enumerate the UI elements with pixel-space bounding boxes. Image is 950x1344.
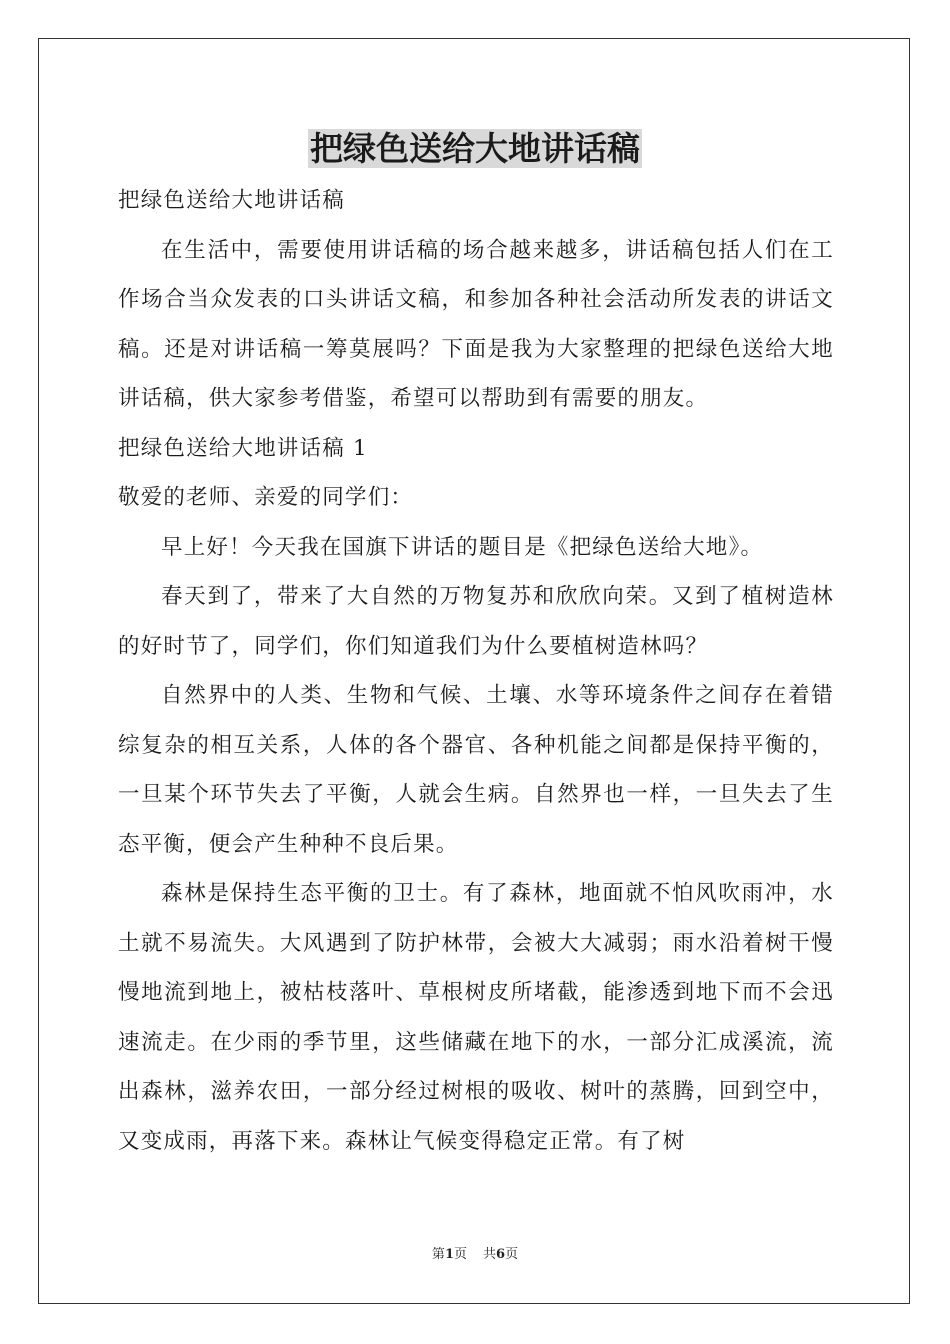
- paragraph-subtitle: 把绿色送给大地讲话稿: [118, 188, 346, 213]
- document-title-text: 把绿色送给大地讲话稿: [310, 129, 640, 168]
- document-title: [0, 126, 950, 172]
- footer-page-prefix: 第: [431, 1247, 445, 1262]
- footer-total-prefix: 共: [483, 1247, 497, 1262]
- paragraph-greeting: 早上好！今天我在国旗下讲话的题目是《把绿色送给大地》。: [161, 534, 764, 560]
- footer-total-suffix: 页: [505, 1247, 519, 1262]
- paragraph-salutation: 敬爱的老师、亲爱的同学们：: [118, 485, 414, 510]
- document-body: [118, 176, 834, 1166]
- page-footer: [0, 1245, 950, 1265]
- paragraph-forest-guardian: 森林是保持生态平衡的卫士。有了森林，地面就不怕风吹雨冲，水土就不易流失。大风遇到了防护林带，会被大大减弱；雨水沿着树干慢慢地流到地上，被枯枝落叶、草根树皮所堵截，能渗透到地下而不会迅速流走。在少雨的季节里，这些储藏在地下的水，一部分汇成溪流，流出森林，滋养农田，一部分经过树根的吸收、树叶的蒸腾，回到空中，又变成雨，再落下来。森林让气候变得稳定正常。有了树: [118, 881, 834, 1154]
- paragraph-nature-balance: 自然界中的人类、生物和气候、土壤、水等环境条件之间存在着错综复杂的相互关系，人体的各个器官、各种机能之间都是保持平衡的，一旦某个环节失去了平衡，人就会生病。自然界也一样，一旦失去了生态平衡，便会产生种种不良后果。: [118, 683, 834, 857]
- footer-page-suffix: 页: [453, 1247, 467, 1262]
- paragraph-spring: 春天到了，带来了大自然的万物复苏和欣欣向荣。又到了植树造林的好时节了，同学们，你们知道我们为什么要植树造林吗？: [118, 584, 834, 659]
- footer-page-total: 6: [496, 1247, 506, 1262]
- footer-page-current: 1: [444, 1247, 454, 1262]
- paragraph-intro: 在生活中，需要使用讲话稿的场合越来越多，讲话稿包括人们在工作场合当众发表的口头讲话文稿，和参加各种社会活动所发表的讲话文稿。还是对讲话稿一筹莫展吗？下面是我为大家整理的把绿色送给大地讲话稿，供大家参考借鉴，希望可以帮助到有需要的朋友。: [118, 237, 834, 411]
- paragraph-section-heading: 把绿色送给大地讲话稿 1: [118, 435, 368, 461]
